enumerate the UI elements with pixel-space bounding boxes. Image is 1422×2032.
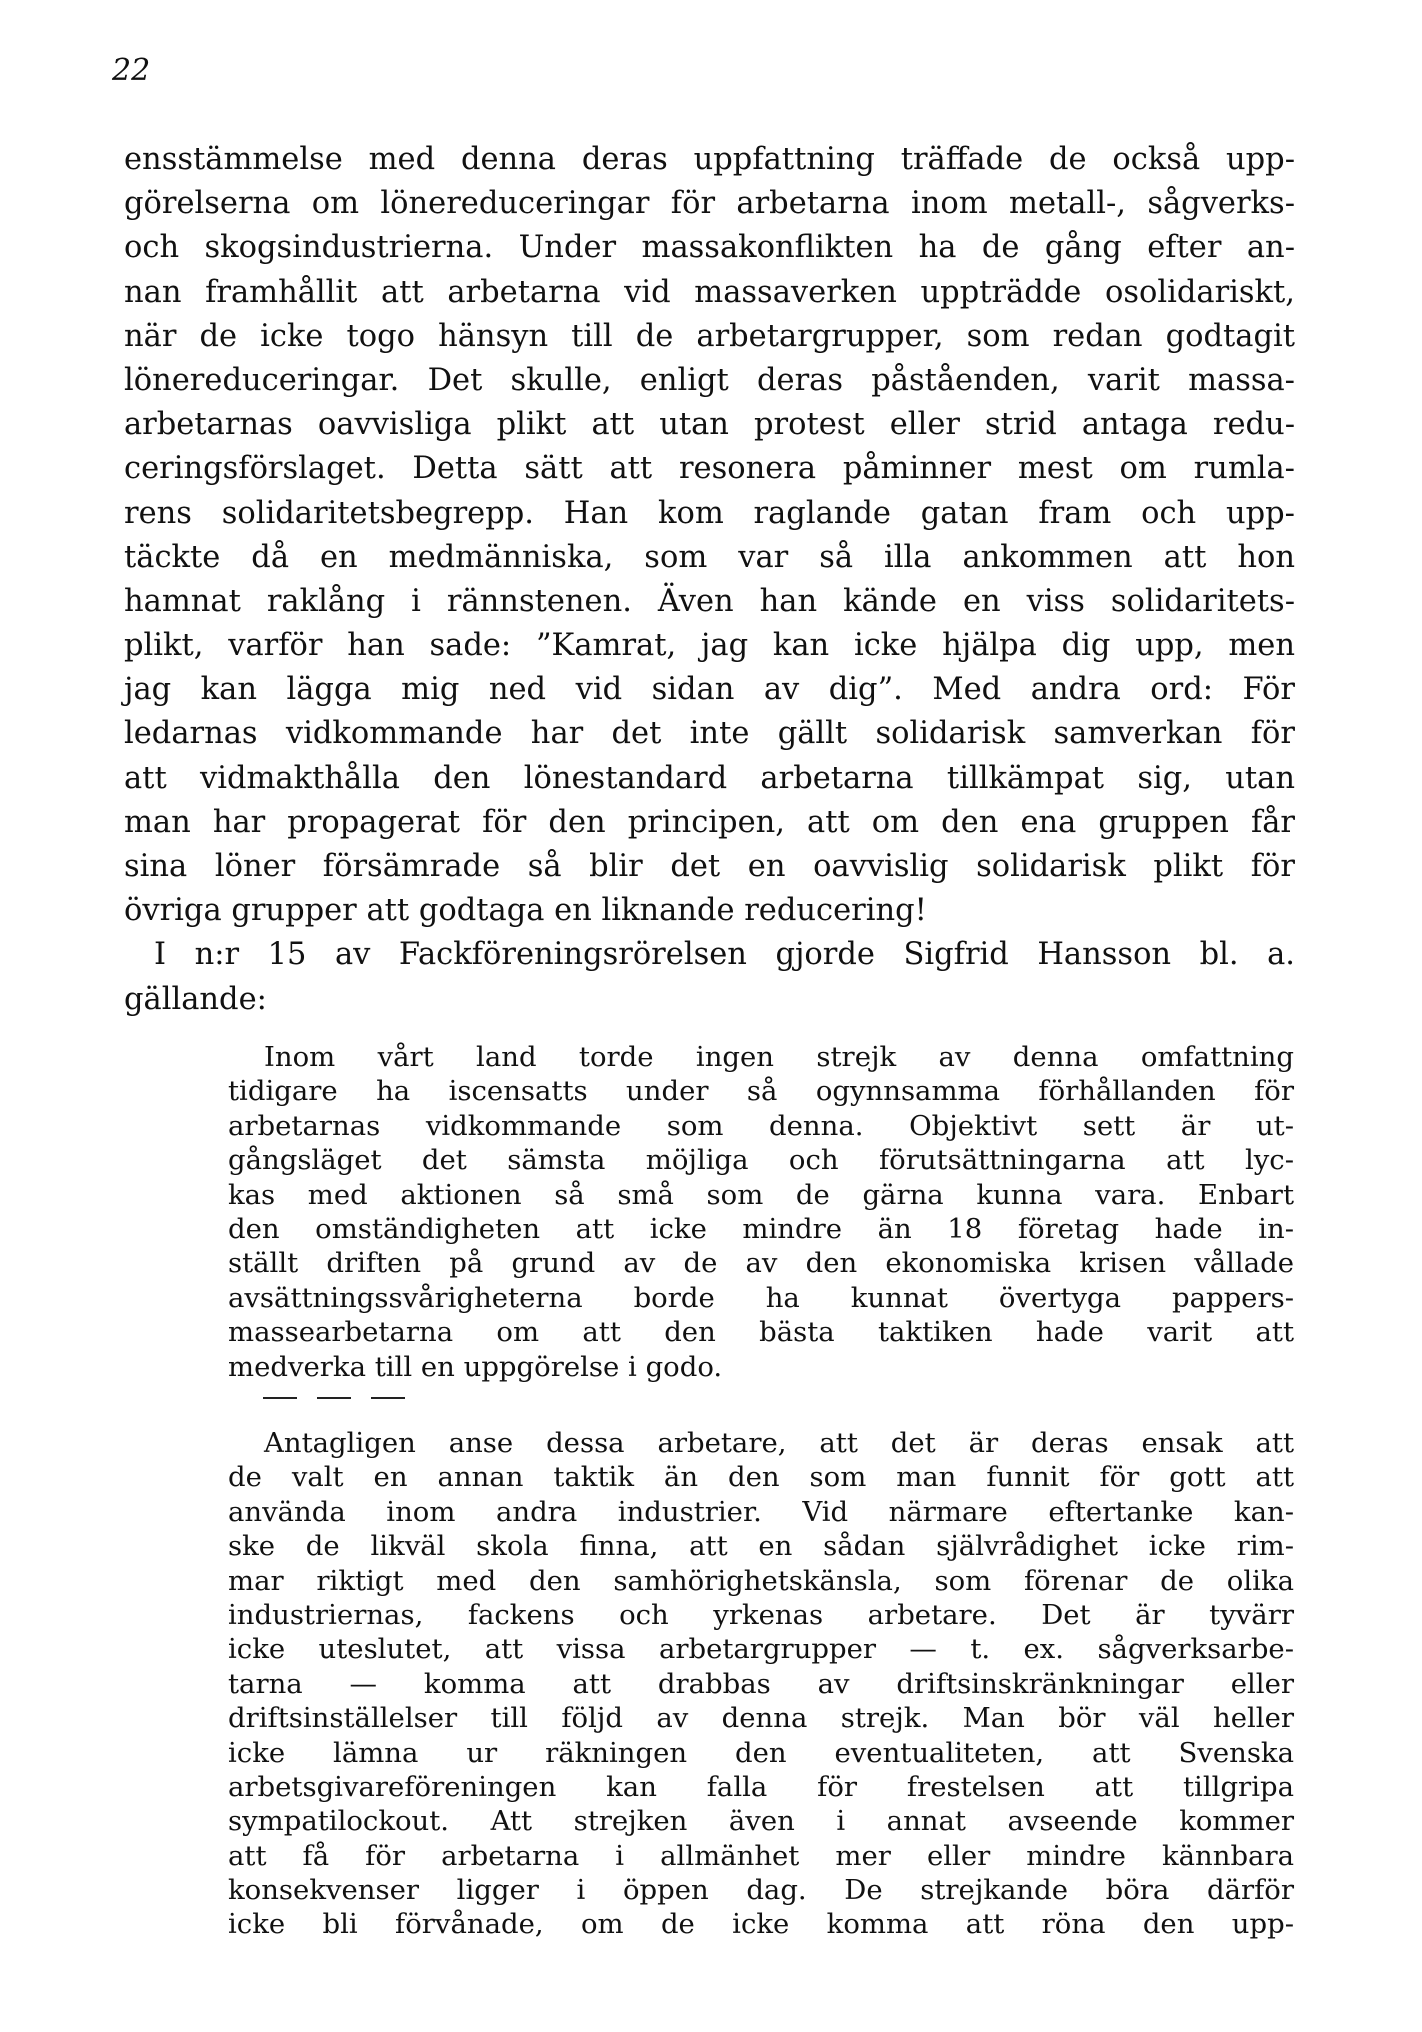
quote-line: Antagligen anse dessa arbetare, att det är deras ensak att: [264, 1427, 1294, 1459]
quote-line: massearbetarna om att den bästa taktiken hade varit att: [228, 1316, 1294, 1349]
quote-line: industriernas, fackens och yrkenas arbetare. Det är tyvärr: [228, 1598, 1294, 1631]
quote-line: de valt en annan taktik än den som man funnit för gott att: [228, 1461, 1294, 1494]
text-line: arbetarnas oavvisliga plikt att utan protest eller strid antaga redu-: [124, 407, 1295, 443]
text-line: gällande:: [124, 981, 267, 1017]
text-line: ceringsförslaget. Detta sätt att resonera påminner mest om rumla-: [124, 451, 1295, 487]
quote-line: arbetarnas vidkommande som denna. Objektivt sett är ut-: [228, 1109, 1294, 1142]
quote-line: icke uteslutet, att vissa arbetargrupper — t. ex. sågverksarbe-: [228, 1633, 1294, 1666]
quote-line: tidigare ha iscensatts under så ogynnsamma förhållanden för: [228, 1075, 1294, 1108]
quote-line: gångsläget det sämsta möjliga och förutsättningarna att lyc-: [228, 1144, 1294, 1177]
text-line: att vidmakthålla den lönestandard arbetarna tillkämpat sig, utan: [124, 760, 1295, 796]
separator-dash: [371, 1397, 405, 1399]
text-line: ledarnas vidkommande har det inte gällt solidarisk samverkan för: [124, 716, 1295, 752]
separator-dash: [317, 1397, 351, 1399]
text-line: görelserna om lönereduceringar för arbetarna inom metall-, sågverks-: [124, 186, 1295, 222]
text-line: hamnat raklång i rännstenen. Även han kände en viss solidaritets-: [124, 583, 1295, 619]
main-body-text: [124, 138, 1295, 1022]
text-line: lönereduceringar. Det skulle, enligt deras påståenden, varit massa-: [124, 362, 1295, 398]
quote-line: medverka till en uppgörelse i godo.: [228, 1350, 723, 1383]
quote-line: arbetsgivareföreningen kan falla för frestelsen att tillgripa: [228, 1770, 1294, 1803]
quote-line: kas med aktionen så små som de gärna kunna vara. Enbart: [228, 1178, 1294, 1211]
text-line: och skogsindustrierna. Under massakonflikten ha de gång efter an-: [124, 230, 1295, 266]
quote-line: icke lämna ur räkningen den eventualiteten, att Svenska: [228, 1736, 1294, 1769]
quote-line: använda inom andra industrier. Vid närmare eftertanke kan-: [228, 1495, 1294, 1528]
block-quote-1: [228, 1040, 1294, 1384]
text-line: sina löner försämrade så blir det en oavvislig solidarisk plikt för: [124, 849, 1295, 884]
quote-line: mar riktigt med den samhörighetskänsla, som förenar de olika: [228, 1564, 1294, 1597]
quote-line: tarna — komma att drabbas av driftsinskränkningar eller: [228, 1667, 1294, 1700]
text-line: ensstämmelse med denna deras uppfattning träffade de också upp-: [124, 142, 1295, 177]
text-line: täckte då en medmänniska, som var så illa ankommen att hon: [124, 539, 1295, 575]
quote-line: konsekvenser ligger i öppen dag. De strejkande böra därför: [228, 1874, 1294, 1907]
block-quote-2: [228, 1426, 1294, 1942]
text-line: övriga grupper att godtaga en liknande reducering!: [124, 893, 927, 929]
text-line: nan framhållit att arbetarna vid massaverken uppträdde osolidariskt,: [124, 274, 1295, 310]
text-line: man har propagerat för den principen, att om den ena gruppen får: [124, 804, 1295, 840]
text-line: rens solidaritetsbegrepp. Han kom raglande gatan fram och upp-: [124, 495, 1295, 531]
quote-line: driftsinställelser till följd av denna strejk. Man bör väl heller: [228, 1702, 1294, 1735]
section-separator: [263, 1397, 405, 1401]
quote-line: Inom vårt land torde ingen strejk av denna omfattning: [264, 1041, 1294, 1073]
separator-dash: [263, 1397, 297, 1399]
quote-line: sympatilockout. Att strejken även i annat avseende kommer: [228, 1805, 1294, 1838]
text-line: plikt, varför han sade: ”Kamrat, jag kan icke hjälpa dig upp, men: [124, 628, 1295, 664]
paragraph-main: [124, 138, 1295, 933]
quote-line: ske de likväl skola finna, att en sådan självrådighet icke rim-: [228, 1530, 1294, 1563]
quote-line: avsättningssvårigheterna borde ha kunnat övertyga pappers-: [228, 1281, 1294, 1314]
text-line: när de icke togo hänsyn till de arbetargrupper, som redan godtagit: [124, 318, 1295, 354]
quote-line: ställt driften på grund av de av den ekonomiska krisen vållade: [228, 1247, 1294, 1280]
page-number: 22: [112, 53, 151, 88]
quote-line: att få för arbetarna i allmänhet mer eller mindre kännbara: [228, 1839, 1294, 1872]
quote-line: icke bli förvånade, om de icke komma att röna den upp-: [228, 1908, 1294, 1941]
text-line: jag kan lägga mig ned vid sidan av dig”. Med andra ord: För: [124, 672, 1295, 708]
quote-line: den omständigheten att icke mindre än 18 företag hade in-: [228, 1212, 1294, 1245]
paragraph-intro: [124, 933, 1295, 1021]
text-line: I n:r 15 av Fackföreningsrörelsen gjorde Sigfrid Hansson bl. a.: [154, 937, 1295, 973]
